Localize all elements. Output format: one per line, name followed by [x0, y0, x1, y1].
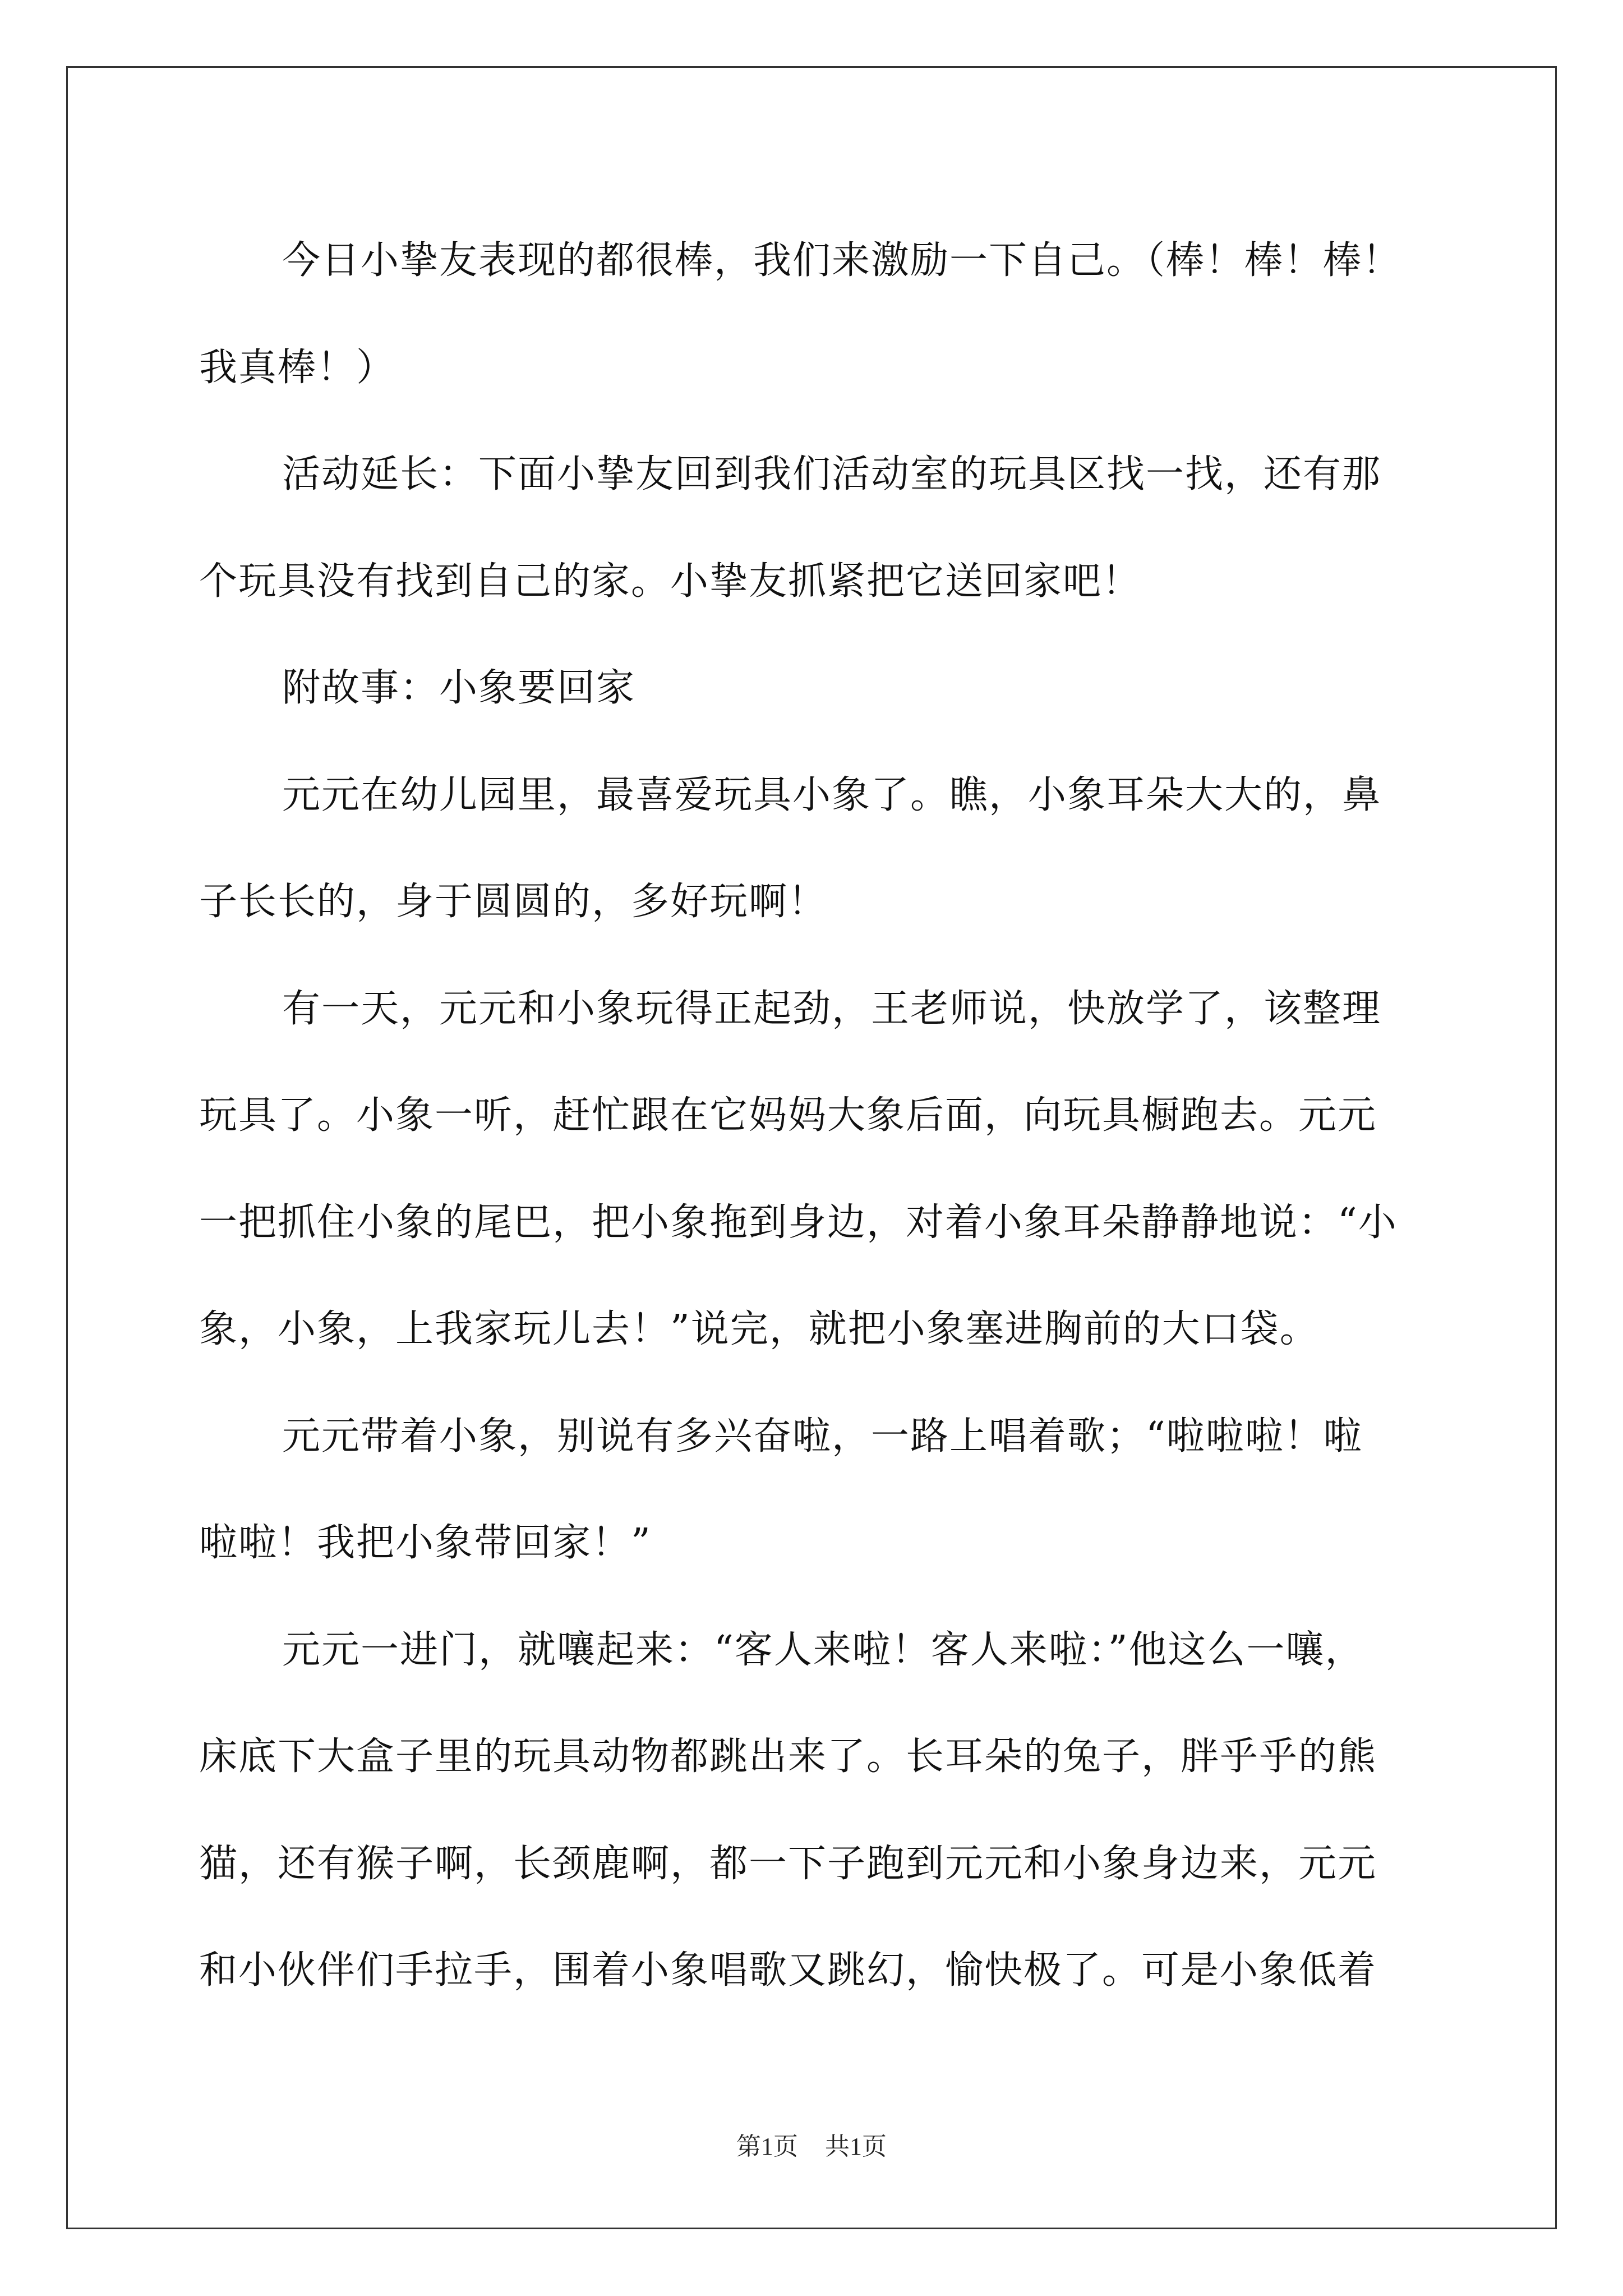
- page-number: 第1页: [736, 2133, 798, 2160]
- paragraph-line: 活动延长：下面小挚友回到我们活动室的玩具区找一找，还有那: [282, 452, 1382, 496]
- paragraph-line: 有一天，元元和小象玩得正起劲，王老师说，快放学了，该整理: [282, 986, 1382, 1031]
- paragraph-line: 我真棒！）: [199, 345, 396, 390]
- paragraph-line: 玩具了。小象一听，赶忙跟在它妈妈大象后面，向玩具橱跑去。元元: [199, 1093, 1377, 1138]
- paragraph-line: 和小伙伴们手拉手，围着小象唱歌又跳幻，愉快极了。可是小象低着: [199, 1948, 1377, 1993]
- page-total: 共1页: [825, 2133, 887, 2160]
- paragraph-line: 啦啦！我把小象带回家！”: [199, 1521, 652, 1565]
- story-title: 附故事：小象要回家: [282, 666, 636, 710]
- paragraph-line: 元元带着小象，别说有多兴奋啦，一路上唱着歌；“啦啦啦！啦: [282, 1414, 1363, 1458]
- paragraph-line: 猫，还有猴子啊，长颈鹿啊，都一下子跑到元元和小象身边来，元元: [199, 1841, 1377, 1886]
- paragraph-line: 床底下大盒子里的玩具动物都跳出来了。长耳朵的兔子，胖乎乎的熊: [199, 1734, 1377, 1779]
- paragraph-line: 象，小象，上我家玩儿去！”说完，就把小象塞进胸前的大口袋。: [199, 1307, 1319, 1351]
- paragraph-line: 今日小挚友表现的都很棒，我们来激励一下自己。（棒！棒！棒！: [282, 238, 1402, 283]
- paragraph-line: 元元一进门，就嚷起来：“客人来啦！客人来啦：”他这么一嚷，: [282, 1627, 1364, 1672]
- document-body: [199, 208, 1433, 2024]
- paragraph-line: 个玩具没有找到自己的家。小挚友抓紧把它送回家吧！: [199, 559, 1142, 604]
- paragraph-line: 一把抓住小象的尾巴，把小象拖到身边，对着小象耳朵静静地说：“小: [199, 1200, 1398, 1245]
- paragraph-line: 子长长的，身于圆圆的，多好玩啊！: [199, 880, 828, 924]
- page-footer: [0, 2126, 1623, 2162]
- paragraph-line: 元元在幼儿园里，最喜爱玩具小象了。瞧，小象耳朵大大的，鼻: [282, 772, 1382, 817]
